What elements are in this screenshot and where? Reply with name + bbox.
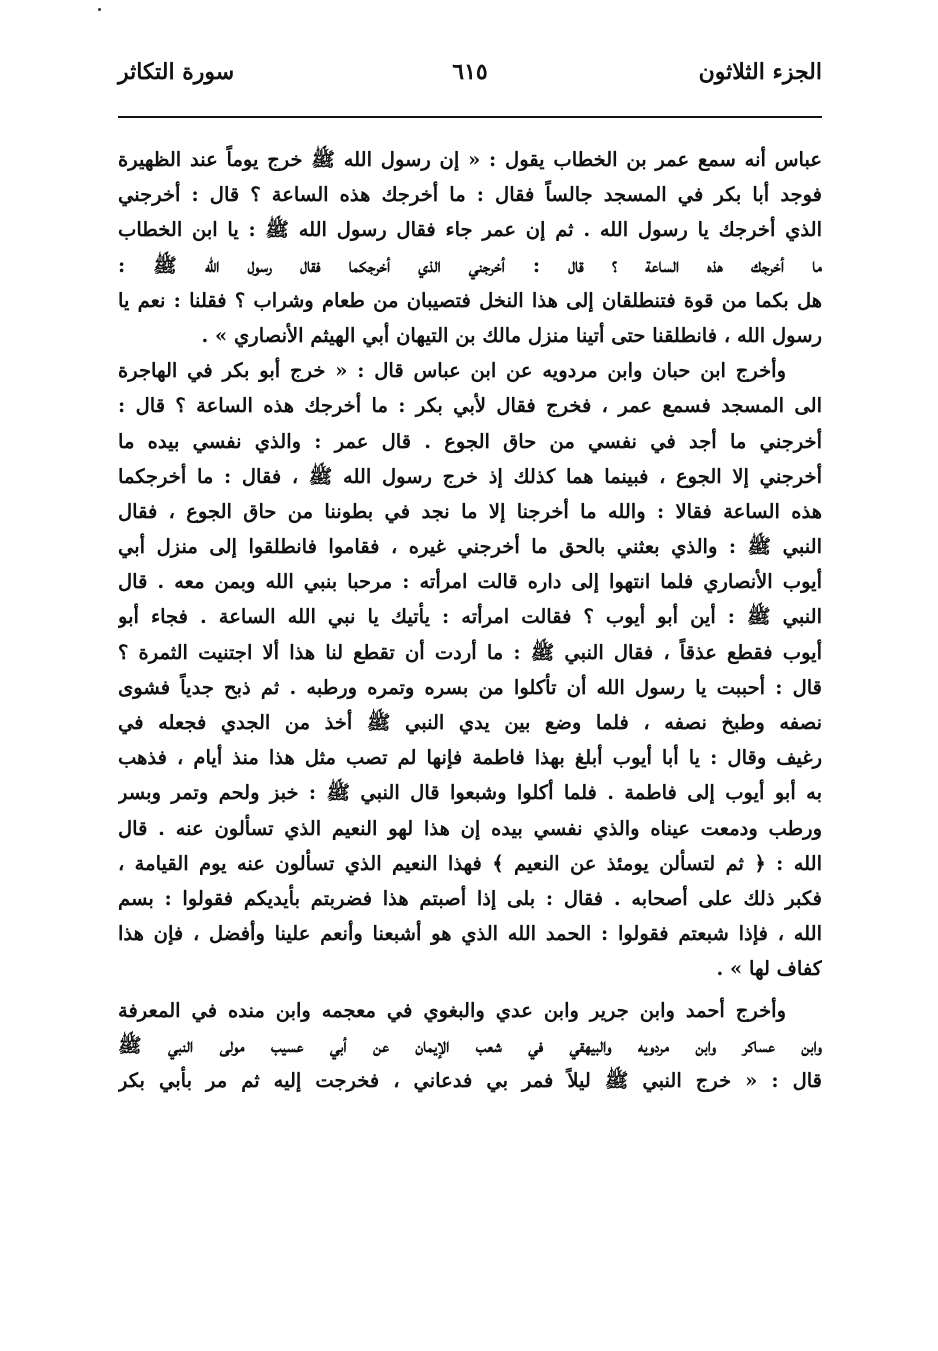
text-line: قال : « خرج النبي ﷺ ليلاً فمر بي فدعاني ، فخرجت إليه ثم مر بأبي بكر [118,1068,822,1092]
text-line: عباس أنه سمع عمر بن الخطاب يقول : « إن رسول الله ﷺ خرج يوماً عند الظهيرة [118,148,822,171]
text-line: أخرجني إلا الجوع ، فبينما هما كذلك إذ خرج رسول الله ﷺ ، فقال : ما أخرجكما [118,464,822,488]
scan-speck [98,8,101,11]
page-body [118,142,822,1098]
text-line: رسول الله ، فانطلقنا حتى أتينا منزل مالك بن التيهان أبي الهيثم الأنصاري » . [201,323,822,347]
text-line: الى المسجد فسمع عمر ، فخرج فقال لأبي بكر : ما أخرجك هذه الساعة ؟ قال : [118,394,822,418]
text-line: أيوب الأنصاري فلما انتهوا إلى داره قالت امرأته : مرحبا بنبي الله وبمن معه . قال [118,570,822,594]
page-number: ٦١٥ [452,59,488,85]
text-line: النبي ﷺ : والذي بعثني بالحق ما أخرجني غيره ، فقاموا فانطلقوا إلى منزل أبي [118,535,822,559]
text-line: كفاف لها » . [716,957,822,981]
text-line: هذه الساعة فقالا : والله ما أخرجنا إلا ما نجد في بطوننا من حاق الجوع ، فقال [118,499,822,523]
text-line: ورطب ودمعت عيناه والذي نفسي بيده إن هذا لهو النعيم الذي تسألون عنه . قال [118,816,822,840]
text-line: به أبو أيوب إلى فاطمة . فلما أكلوا وشبعوا قال النبي ﷺ : خبز ولحم وتمر وبسر [118,781,822,805]
text-line: أخرجني ما أجد في نفسي من حاق الجوع . قال عمر : والذي نفسي بيده ما [118,429,822,453]
paragraph-start-line: وأخرج أحمد وابن جرير وابن عدي والبغوي في معجمه وابن منده في المعرفة [118,998,786,1022]
text-line: النبي ﷺ : أين أبو أيوب ؟ فقالت امرأته : يأتيك يا نبي الله الساعة . فجاء أبو [118,605,822,629]
page-header [118,55,822,95]
text-line: فوجد أبا بكر في المسجد جالساً فقال : ما أخرجك هذه الساعة ؟ قال : أخرجني [118,183,822,207]
header-rule [118,116,822,118]
text-line: هل بكما من قوة فتنطلقان إلى هذا النخل فتصيبان من طعام وشراب ؟ فقلنا : نعم يا [118,288,822,312]
text-line: الذي أخرجك يا رسول الله . ثم إن عمر جاء فقال رسول الله ﷺ : يا ابن الخطاب [118,218,822,242]
text-line: نصفه وطبخ نصفه ، فلما وضع بين يدي النبي ﷺ أخذ من الجدي فجعله في [118,711,822,734]
part-title: الجزء الثلاثون [698,59,822,85]
paragraph-start-line: وأخرج ابن حبان وابن مردويه عن ابن عباس قال : « خرج أبو بكر في الهاجرة [118,359,786,383]
text-line: ما أخرجك هذه الساعة ؟ قال : أخرجني الذي أخرجكما فقال رسول الله ﷺ : [118,253,822,277]
text-line: وابن عساكر وابن مردويه والبيهقي في شعب الإيمان عن أبي عسيب مولى النبي ﷺ [118,1033,822,1057]
text-line: أيوب فقطع عذقاً ، فقال النبي ﷺ : ما أردت أن تقطع لنا هذا ألا اجتنيت الثمرة ؟ [118,640,822,664]
surah-title: سورة التكاثر [118,59,235,85]
text-line: رغيف وقال : يا أبا أيوب أبلغ بهذا فاطمة فإنها لم تصب مثل هذا منذ أيام ، فذهب [118,746,822,770]
text-line: الله : ﴿ ثم لتسألن يومئذ عن النعيم ﴾ فهذا النعيم الذي تسألون عنه يوم القيامة ، [118,851,822,875]
text-line: فكبر ذلك على أصحابه . فقال : بلى إذا أصبتم هذا فضربتم بأيديكم فقولوا : بسم [118,886,822,910]
text-line: الله ، فإذا شبعتم فقولوا : الحمد الله الذي هو أشبعنا وأنعم علينا وأفضل ، فإن هذا [118,922,822,946]
text-line: قال : أحببت يا رسول الله أن تأكلوا من بسره وتمره ورطبه . ثم ذبح جدياً فشوى [118,675,822,699]
